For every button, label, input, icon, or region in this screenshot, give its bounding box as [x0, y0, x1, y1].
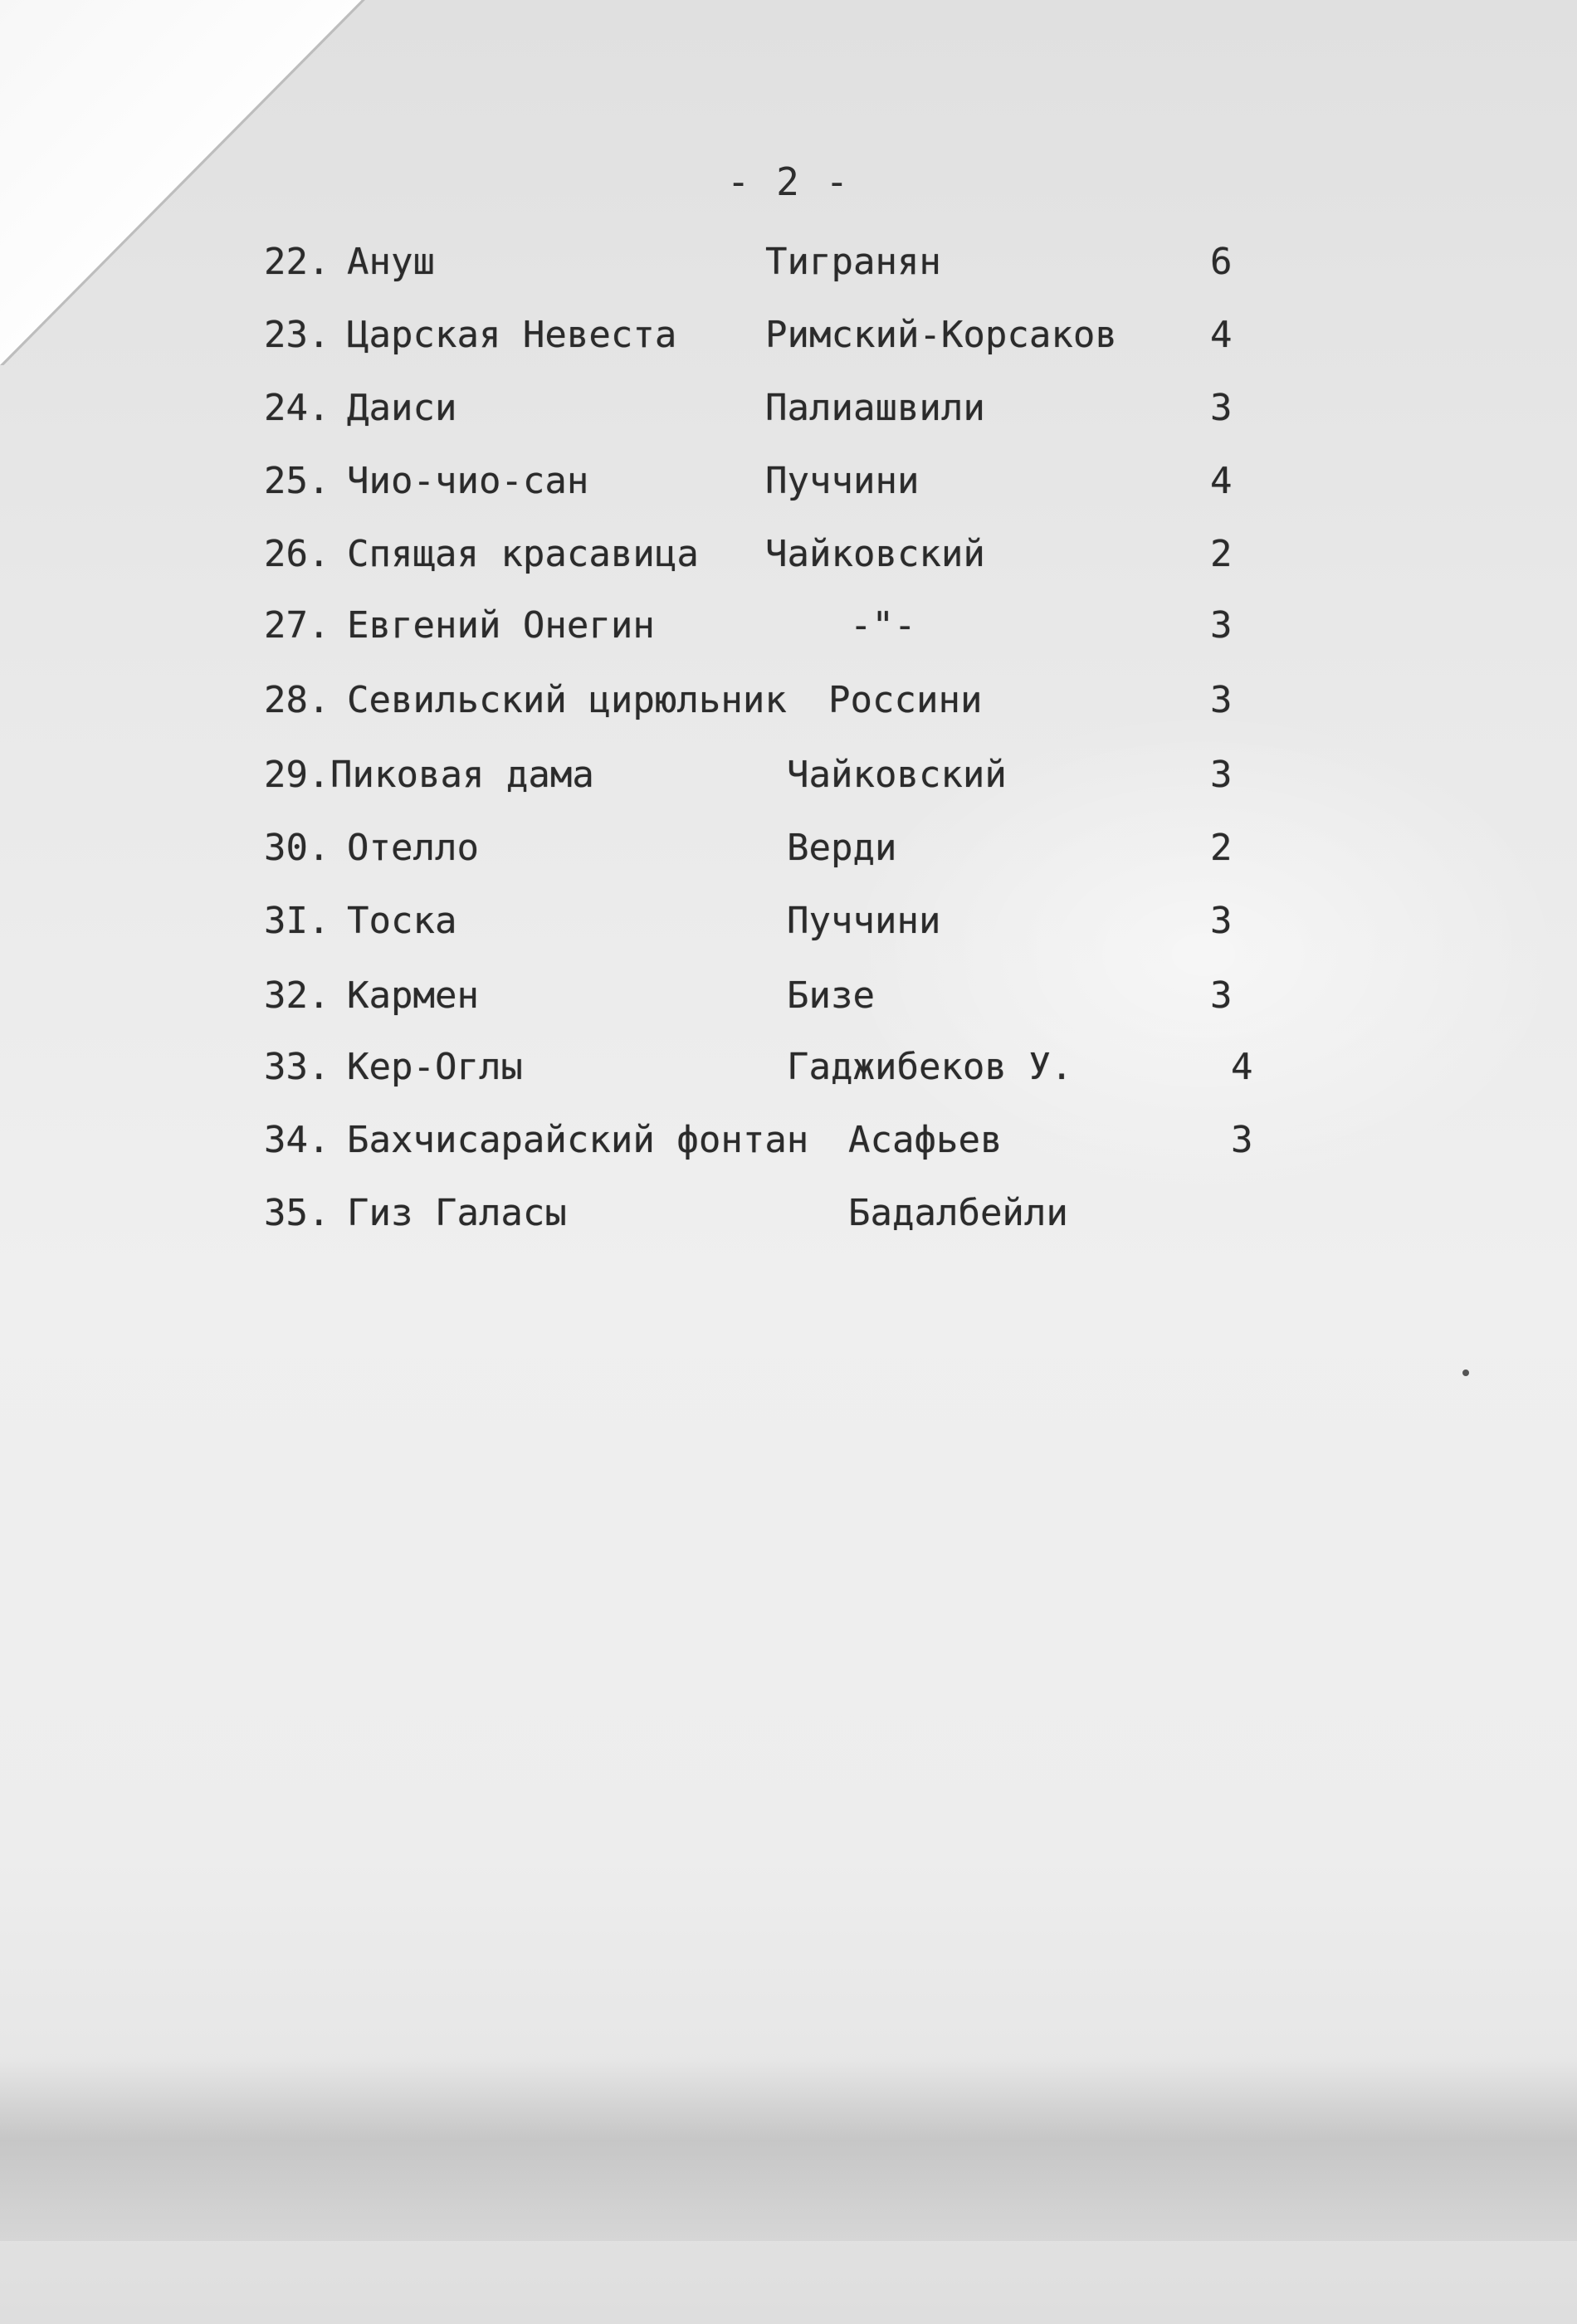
opera-title: Даиси: [347, 387, 457, 429]
item-number: 34.: [264, 1119, 330, 1161]
list-item: [0, 679, 1577, 729]
act-count: 6: [1210, 241, 1233, 283]
act-count: 4: [1231, 1046, 1253, 1088]
list-item: [0, 314, 1577, 364]
list-item: [0, 974, 1577, 1024]
item-number: 25.: [264, 460, 330, 502]
opera-title: Тоска: [347, 900, 457, 942]
act-count: 3: [1210, 604, 1233, 647]
list-item: [0, 460, 1577, 510]
composer-ditto-mark: -"-: [850, 604, 916, 647]
scan-shadow: [0, 2058, 1577, 2241]
composer-name: Римский-Корсаков: [765, 314, 1117, 356]
act-count: 2: [1210, 827, 1233, 869]
opera-title: Спящая красавица: [347, 533, 699, 575]
composer-name: Чайковский: [787, 754, 1007, 796]
item-number: 22.: [264, 241, 330, 283]
opera-title: Отелло: [347, 827, 479, 869]
composer-name: Пуччини: [787, 900, 941, 942]
list-item: [0, 1192, 1577, 1242]
opera-title: Бахчисарайский фонтан: [347, 1119, 809, 1161]
item-number: 26.: [264, 533, 330, 575]
item-number: 30.: [264, 827, 330, 869]
opera-title: Пиковая дама: [330, 754, 594, 796]
list-item: [0, 604, 1577, 654]
act-count: 3: [1210, 754, 1233, 796]
composer-name: Россини: [828, 679, 983, 721]
list-item: [0, 1046, 1577, 1096]
item-number: 33.: [264, 1046, 330, 1088]
opera-title: Кер-Оглы: [347, 1046, 523, 1088]
list-item: [0, 900, 1577, 950]
item-number: 28.: [264, 679, 330, 721]
composer-name: Бадалбейли: [848, 1192, 1068, 1234]
list-item: [0, 387, 1577, 437]
act-count: 2: [1210, 533, 1233, 575]
composer-name: Пуччини: [765, 460, 920, 502]
item-number: 3I.: [264, 900, 330, 942]
act-count: 3: [1210, 974, 1233, 1017]
act-count: 3: [1210, 900, 1233, 942]
opera-title: Гиз Галасы: [347, 1192, 567, 1234]
list-item: [0, 827, 1577, 876]
composer-name: Палиашвили: [765, 387, 985, 429]
composer-name: Тигранян: [765, 241, 941, 283]
act-count: 4: [1210, 314, 1233, 356]
composer-name: Гаджибеков У.: [787, 1046, 1073, 1088]
ink-speck: [1462, 1370, 1469, 1376]
item-number: 27.: [264, 604, 330, 647]
list-item: [0, 533, 1577, 583]
composer-name: Верди: [787, 827, 897, 869]
list-item: [0, 1119, 1577, 1169]
opera-title: Царская Невеста: [347, 314, 677, 356]
list-item: [0, 241, 1577, 290]
act-count: 3: [1210, 387, 1233, 429]
page-number: - 2 -: [726, 159, 851, 204]
opera-title: Евгений Онегин: [347, 604, 655, 647]
act-count: 3: [1210, 679, 1233, 721]
composer-name: Чайковский: [765, 533, 985, 575]
item-number: 29.: [264, 754, 330, 796]
item-number: 23.: [264, 314, 330, 356]
opera-title: Кармен: [347, 974, 479, 1017]
item-number: 24.: [264, 387, 330, 429]
opera-title: Чио-чио-сан: [347, 460, 589, 502]
item-number: 32.: [264, 974, 330, 1017]
list-item: [0, 754, 1577, 803]
act-count: 4: [1210, 460, 1233, 502]
act-count: 3: [1231, 1119, 1253, 1161]
opera-title: Ануш: [347, 241, 435, 283]
composer-name: Бизе: [787, 974, 875, 1017]
opera-title: Севильский цирюльник: [347, 679, 787, 721]
composer-name: Асафьев: [848, 1119, 1003, 1161]
item-number: 35.: [264, 1192, 330, 1234]
